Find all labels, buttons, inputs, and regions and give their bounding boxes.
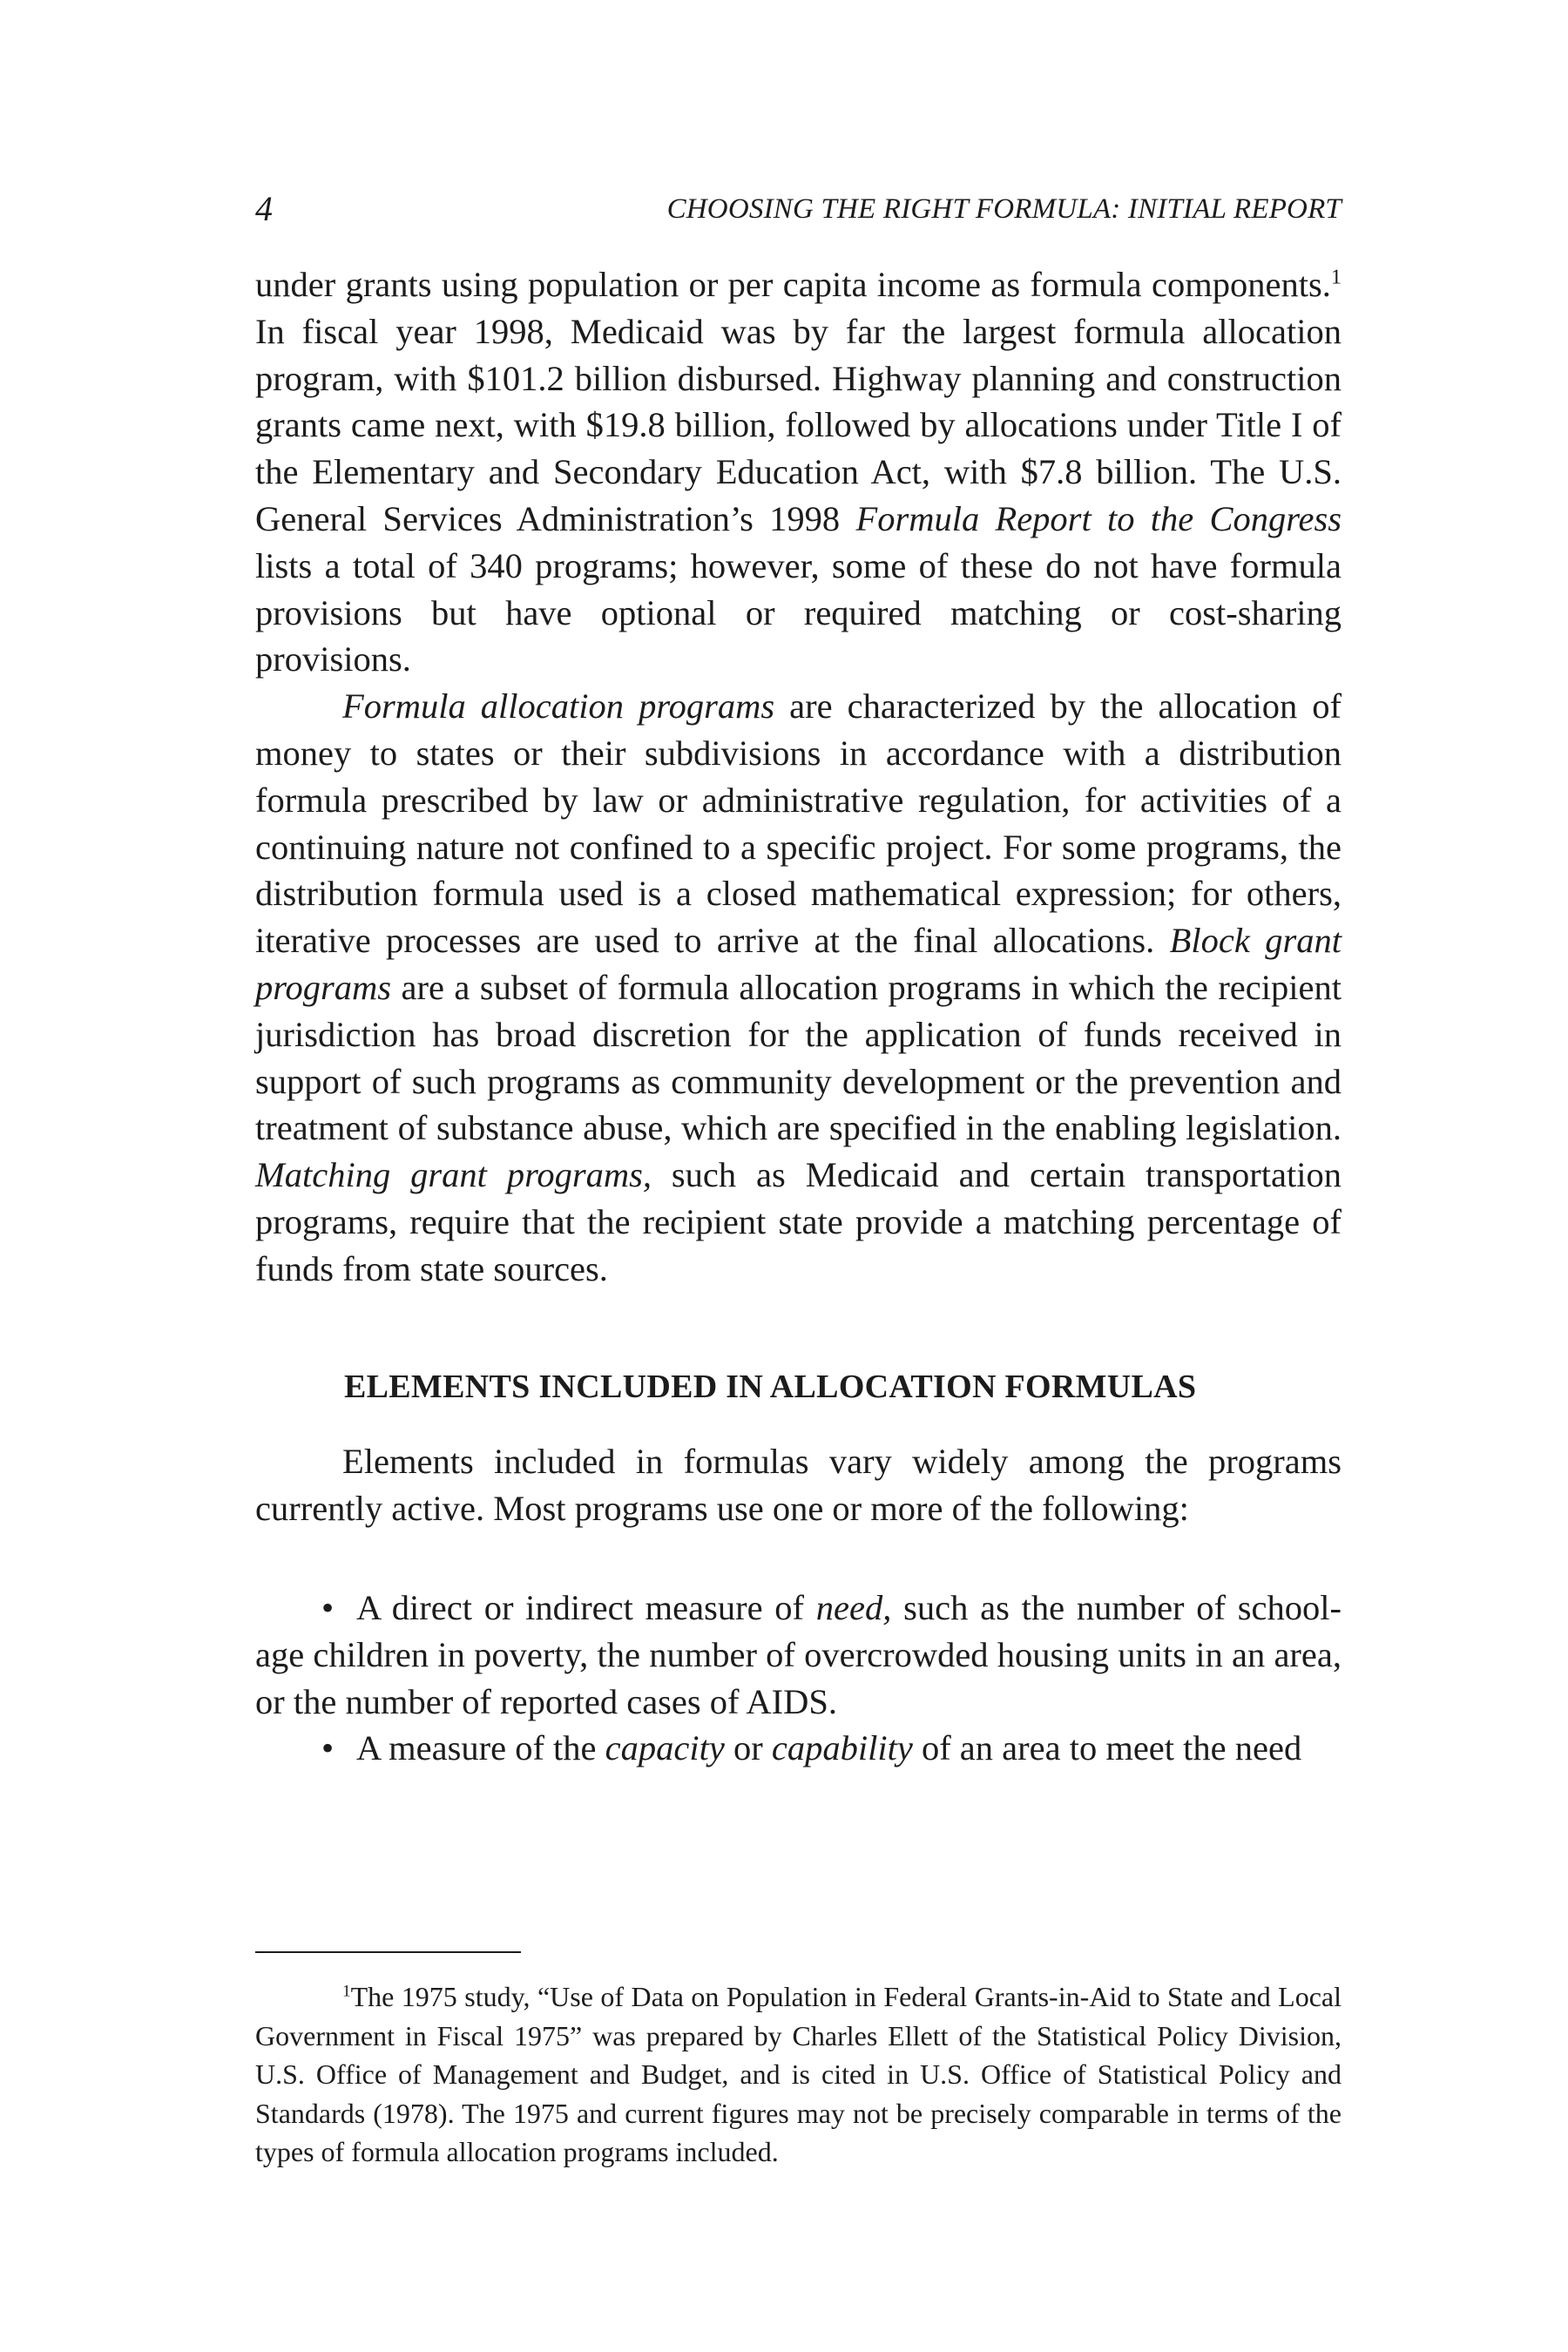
term-capacity: capacity: [605, 1728, 725, 1768]
paragraph-1-text-b: In fiscal year 1998, Medicaid was by far the largest formula allocation program, with $101.2 billion disbursed. Highway planning and construction grants came next, with $19.8 billion, followed by allocations under Title I of the Elementary and Secondary Education Act, with $7.8 billion. The U.S. General Services Administration’s 1998: [255, 311, 1342, 538]
section-heading: ELEMENTS INCLUDED IN ALLOCATION FORMULAS: [344, 1368, 1197, 1405]
bullet-marker: •: [321, 1728, 335, 1768]
bullet-marker: •: [321, 1587, 335, 1627]
footnote-marker: 1: [342, 1982, 351, 2001]
footnote-text: The 1975 study, “Use of Data on Population in Federal Grants-in-Aid to State and Local Government in Fiscal 1975” was prepared by Charles Ellett of the Statistical Policy Division, U.S. Office of Management and Budget, and is cited in U.S. Office of Statistical Policy and Standards (1978). The 1975 and current figures may not be precisely comparable in terms of the types of formula allocation programs included.: [255, 1981, 1342, 2167]
paragraph-2: [255, 683, 1342, 1292]
paragraph-1-text-a: under grants using population or per capita income as formula components.: [255, 265, 1331, 304]
bullet-2-text-a: A measure of the: [356, 1728, 605, 1768]
bullet-1-text-b: such as the number of school-age children in poverty, the number of overcrowded housing units in an area, or the number of reported cases of AIDS.: [255, 1587, 1342, 1721]
bullet-2-text-b: or: [724, 1728, 772, 1768]
term-need: need,: [815, 1587, 892, 1627]
bullet-1-text-a: A direct or indirect measure of: [356, 1587, 816, 1627]
term-block-grant: Block grant programs: [255, 921, 1342, 1007]
running-title: CHOOSING THE RIGHT FORMULA: INITIAL REPORT: [666, 193, 1342, 225]
running-header: [255, 187, 1342, 231]
paragraph-1-italic-title: Formula Report to the Congress: [855, 498, 1342, 538]
list-item: [255, 1725, 1342, 1772]
paragraph-1-text-c: lists a total of 340 programs; however, some of these do not have formula provisions but have optional or required matching or cost-sharing provisions.: [255, 545, 1342, 679]
paragraph-1: [255, 261, 1342, 683]
body-text: [255, 261, 1342, 1772]
paragraph-3: Elements included in formulas vary widely among the programs currently active. Most programs use one or more of the following:: [255, 1442, 1342, 1529]
paragraph-2-text-b: are a subset of formula allocation programs in which the recipient jurisdiction has broad discretion for the application of funds received in support of such programs as community development or the prevention and treatment of substance abuse, which are specified in the enabling legislation.: [255, 967, 1342, 1148]
paragraph-2-text-a: are characterized by the allocation of money to states or their subdivisions in accordance with a distribution formula prescribed by law or administrative regulation, for activities of a continuing nature not confined to a specific project. For some programs, the distribution formula used is a closed mathematical expression; for others, iterative processes are used to arrive at the final allocations.: [255, 686, 1342, 961]
bullet-list: [255, 1585, 1342, 1772]
bullet-2-text-c: of an area to meet the need: [912, 1728, 1302, 1768]
term-formula-allocation: Formula allocation programs: [342, 686, 775, 727]
paragraph-2-text-c: such as Medicaid and certain transportation programs, require that the recipient state provide a matching percentage of funds from state sources.: [255, 1155, 1342, 1288]
page-number: 4: [255, 189, 273, 228]
footnote-divider: [255, 1951, 521, 1953]
footnote-reference: 1: [1330, 265, 1342, 289]
term-matching-grant: Matching grant programs,: [255, 1155, 652, 1195]
footnote: [255, 1977, 1342, 2172]
list-item: [255, 1585, 1342, 1725]
term-capability: capability: [771, 1728, 913, 1768]
